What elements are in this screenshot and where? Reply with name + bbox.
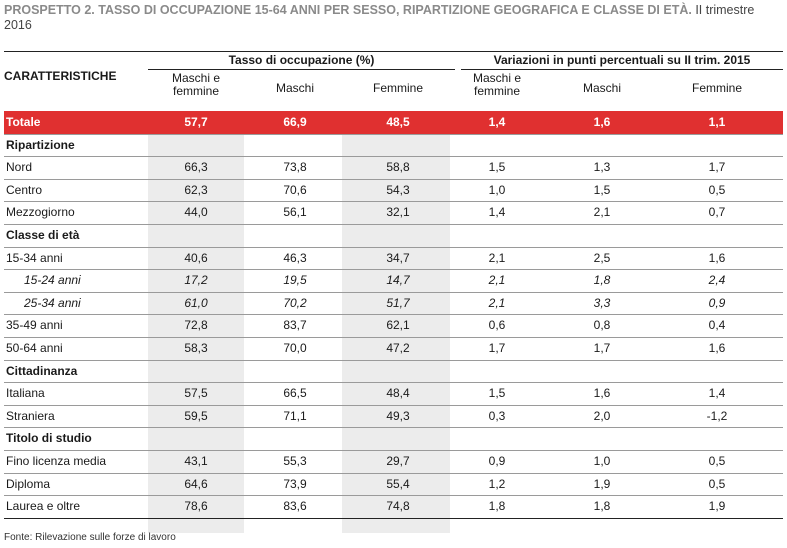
table-cell: 1,5 bbox=[488, 386, 506, 401]
table-cell: 70,2 bbox=[283, 295, 307, 310]
table-cell: 64,6 bbox=[184, 476, 208, 491]
table-cell: 1,6 bbox=[708, 250, 726, 265]
table-cell: 1,8 bbox=[488, 499, 506, 514]
row-label: Italiana bbox=[6, 386, 45, 401]
table-cell: 0,5 bbox=[708, 182, 726, 197]
table-cell: 70,6 bbox=[283, 182, 307, 197]
table-cell: 40,6 bbox=[184, 250, 208, 265]
table-cell: 29,7 bbox=[386, 454, 410, 468]
table-row bbox=[4, 382, 783, 405]
table-cell: 0,3 bbox=[488, 408, 506, 423]
table-cell: 1,7 bbox=[708, 160, 726, 175]
characteristics-header: CARATTERISTICHE bbox=[4, 69, 117, 83]
table-cell: 2,1 bbox=[488, 250, 506, 265]
table-cell: 1,1 bbox=[708, 115, 726, 129]
row-label: Classe di età bbox=[6, 228, 80, 242]
table-cell: 1,4 bbox=[708, 386, 726, 401]
table-cell: 73,8 bbox=[283, 160, 307, 175]
table-cell: 14,7 bbox=[386, 273, 410, 288]
group2-rule bbox=[461, 69, 783, 70]
table-row bbox=[4, 314, 783, 337]
table-cell: 0,5 bbox=[708, 476, 726, 491]
table-cell: 66,9 bbox=[283, 115, 307, 129]
row-label: 35-49 anni bbox=[6, 318, 63, 333]
table-cell: 1,0 bbox=[488, 182, 506, 197]
table-cell: 1,5 bbox=[593, 182, 611, 197]
table-cell: 3,3 bbox=[593, 295, 611, 310]
table-cell: 47,2 bbox=[386, 341, 410, 355]
row-label: 25-34 anni bbox=[24, 295, 81, 310]
table-cell: 55,3 bbox=[283, 454, 307, 468]
table-cell: 59,5 bbox=[184, 408, 208, 423]
column-header: Maschi e femmine bbox=[171, 71, 221, 98]
table-cell: 1,9 bbox=[593, 476, 611, 491]
table-cell: 48,5 bbox=[386, 115, 410, 129]
table-cell: 0,6 bbox=[488, 318, 506, 333]
table-cell: 1,8 bbox=[593, 273, 611, 288]
table-cell: 57,7 bbox=[184, 115, 208, 129]
table-cell: 2,1 bbox=[488, 295, 506, 310]
table-cell: 78,6 bbox=[184, 499, 208, 514]
table-row bbox=[4, 269, 783, 292]
table-row bbox=[4, 473, 783, 496]
table-cell: 1,4 bbox=[488, 205, 506, 220]
column-header: Femmine bbox=[691, 81, 742, 95]
total-row bbox=[4, 111, 783, 135]
table-cell: 32,1 bbox=[386, 205, 410, 220]
column-header: Maschi e femmine bbox=[472, 71, 522, 98]
table-row bbox=[4, 450, 783, 473]
section-row bbox=[4, 360, 783, 383]
row-label: Laurea e oltre bbox=[6, 499, 81, 514]
table-cell: 1,6 bbox=[593, 386, 611, 401]
column-header: Maschi bbox=[275, 81, 314, 95]
table-cell: 2,1 bbox=[488, 273, 506, 288]
table-cell: 0,9 bbox=[488, 454, 506, 468]
table-cell: 62,3 bbox=[184, 182, 208, 197]
group-header-rate: Tasso di occupazione (%) bbox=[228, 53, 375, 67]
title-period: II trimestre 2016 bbox=[4, 3, 755, 32]
group-header-variation: Variazioni in punti percentuali su II trim. 2015 bbox=[493, 53, 751, 67]
row-label: Straniera bbox=[6, 408, 55, 423]
table-cell: 2,4 bbox=[708, 273, 726, 288]
table-cell: 2,5 bbox=[593, 250, 611, 265]
column-header: Femmine bbox=[372, 81, 423, 95]
title-bold: PROSPETTO 2. TASSO DI OCCUPAZIONE 15-64 ANNI PER SESSO, RIPARTIZIONE GEOGRAFICA E CLASSE DI ETÀ. bbox=[4, 3, 692, 17]
row-label: Centro bbox=[6, 182, 43, 197]
table-cell: 48,4 bbox=[386, 386, 410, 401]
table-cell: 1,6 bbox=[593, 115, 611, 129]
row-label: Nord bbox=[6, 160, 33, 175]
table-cell: 57,5 bbox=[184, 386, 208, 401]
top-rule bbox=[4, 51, 783, 52]
row-label: Ripartizione bbox=[6, 137, 75, 152]
table-cell: 58,3 bbox=[184, 341, 208, 355]
table-row bbox=[4, 179, 783, 202]
table-row bbox=[4, 337, 783, 360]
section-row bbox=[4, 224, 783, 247]
source-note: Fonte: Rilevazione sulle forze di lavoro bbox=[4, 532, 176, 543]
row-label: 15-34 anni bbox=[6, 250, 63, 265]
table-cell: 61,0 bbox=[184, 295, 208, 310]
row-label: Totale bbox=[6, 115, 41, 129]
table-cell: 1,3 bbox=[593, 160, 611, 175]
row-label: 15-24 anni bbox=[24, 273, 81, 288]
table-cell: 0,5 bbox=[708, 454, 726, 468]
table-cell: 83,6 bbox=[283, 499, 307, 514]
table-cell: 44,0 bbox=[184, 205, 208, 220]
table-cell: -1,2 bbox=[706, 408, 728, 423]
table-cell: 34,7 bbox=[386, 250, 410, 265]
table-cell: 17,2 bbox=[184, 273, 208, 288]
table-cell: 49,3 bbox=[386, 408, 410, 423]
table-cell: 70,0 bbox=[283, 341, 307, 355]
table-cell: 72,8 bbox=[184, 318, 208, 333]
row-label: 50-64 anni bbox=[6, 341, 63, 355]
section-row bbox=[4, 427, 783, 450]
table-title bbox=[4, 3, 783, 33]
table-cell: 19,5 bbox=[283, 273, 307, 288]
table-cell: 66,5 bbox=[283, 386, 307, 401]
table-row bbox=[4, 495, 783, 518]
table-row bbox=[4, 156, 783, 179]
table-cell: 1,8 bbox=[593, 499, 611, 514]
row-label: Mezzogiorno bbox=[6, 205, 75, 220]
table-cell: 0,8 bbox=[593, 318, 611, 333]
table-cell: 0,4 bbox=[708, 318, 726, 333]
table-cell: 0,9 bbox=[708, 295, 726, 310]
table-cell: 1,7 bbox=[488, 341, 506, 355]
group1-rule bbox=[148, 69, 455, 70]
row-label: Fino licenza media bbox=[6, 454, 107, 468]
table-cell: 83,7 bbox=[283, 318, 307, 333]
table-cell: 1,4 bbox=[488, 115, 506, 129]
table-row bbox=[4, 405, 783, 428]
table-cell: 1,5 bbox=[488, 160, 506, 175]
column-header: Maschi bbox=[582, 81, 621, 95]
table-cell: 58,8 bbox=[386, 160, 410, 175]
table-cell: 51,7 bbox=[386, 295, 410, 310]
table-row bbox=[4, 247, 783, 270]
section-row bbox=[4, 134, 783, 157]
table-cell: 54,3 bbox=[386, 182, 410, 197]
table-cell: 1,7 bbox=[593, 341, 611, 355]
table-cell: 56,1 bbox=[283, 205, 307, 220]
row-label: Titolo di studio bbox=[6, 431, 92, 446]
table-cell: 66,3 bbox=[184, 160, 208, 175]
table-cell: 1,6 bbox=[708, 341, 726, 355]
table-cell: 73,9 bbox=[283, 476, 307, 491]
table-cell: 46,3 bbox=[283, 250, 307, 265]
table-cell: 43,1 bbox=[184, 454, 208, 468]
table-cell: 71,1 bbox=[283, 408, 307, 423]
table-row bbox=[4, 292, 783, 315]
table-cell: 1,9 bbox=[708, 499, 726, 514]
table-cell: 55,4 bbox=[386, 476, 410, 491]
table-cell: 62,1 bbox=[386, 318, 410, 333]
row-divider bbox=[4, 518, 783, 519]
table-row bbox=[4, 201, 783, 224]
table-cell: 2,0 bbox=[593, 408, 611, 423]
table-cell: 1,0 bbox=[593, 454, 611, 468]
table-cell: 74,8 bbox=[386, 499, 410, 514]
table-cell: 0,7 bbox=[708, 205, 726, 220]
row-label: Cittadinanza bbox=[6, 363, 78, 378]
table-cell: 1,2 bbox=[488, 476, 506, 491]
row-label: Diploma bbox=[6, 476, 51, 491]
table-cell: 2,1 bbox=[593, 205, 611, 220]
